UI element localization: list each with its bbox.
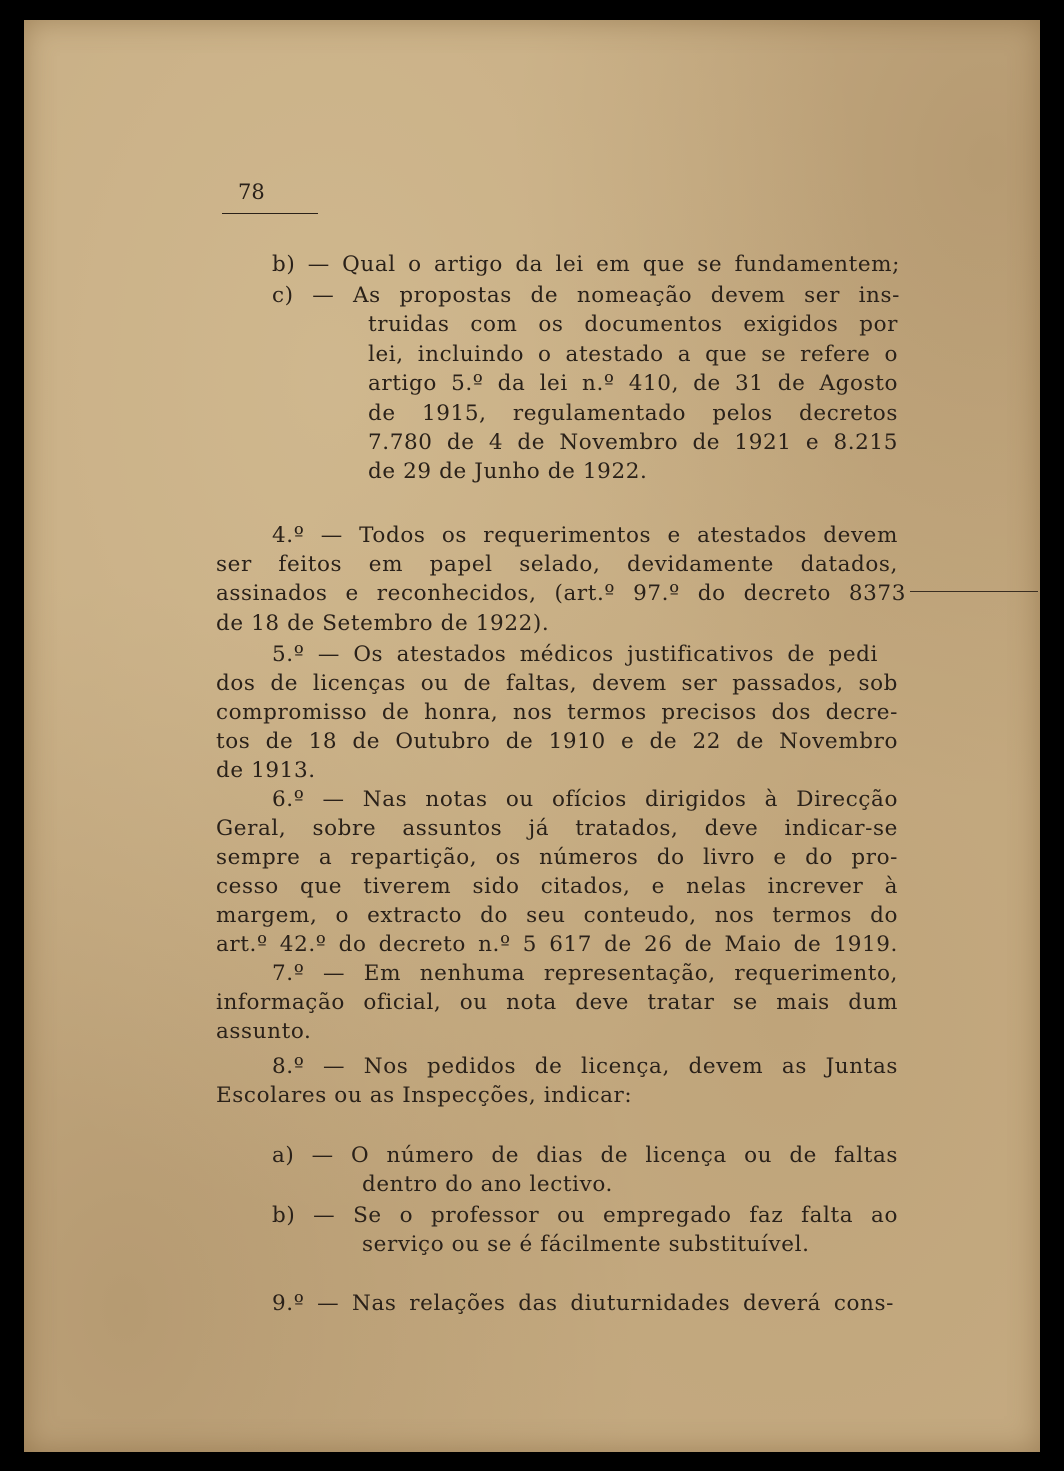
text-line: de 1913. [216,758,316,783]
text-line: serviço ou se é fácilmente substituível. [362,1232,810,1257]
text-line: 8.º — Nos pedidos de licença, devem as Juntas [272,1054,898,1079]
text-line: 6.º — Nas notas ou ofícios dirigidos à Direcção [272,787,898,812]
text-line: b) — Se o professor ou empregado faz falta ao [272,1203,898,1228]
text-line: de 18 de Setembro de 1922). [216,611,550,636]
text-line: 4.º — Todos os requerimentos e atestados devem [272,523,898,548]
text-line: b) — Qual o artigo da lei em que se fundamentem; [272,252,900,277]
text-line: de 1915, regulamentado pelos decretos [368,401,898,426]
text-line: c) — As propostas de nomeação devem ser ins- [272,283,900,308]
text-line: assunto. [216,1019,312,1044]
text-line: assinados e reconhecidos, (art.º 97.º do decreto 8373 [216,581,906,606]
text-line: dentro do ano lectivo. [362,1172,613,1197]
text-line: de 29 de Junho de 1922. [368,459,648,484]
text-line: truidas com os documentos exigidos por [368,312,898,337]
text-line: a) — O número de dias de licença ou de faltas [272,1143,898,1168]
margin-rule [910,591,1038,592]
page-number: 78 [238,180,265,204]
text-line: ser feitos em papel selado, devidamente datados, [216,552,898,577]
text-line: compromisso de honra, nos termos precisos dos decre- [216,700,898,725]
text-line: Escolares ou as Inspecções, indicar: [216,1083,633,1108]
text-line: Geral, sobre assuntos já tratados, deve indicar-se [216,816,898,841]
text-line: 7.º — Em nenhuma representação, requerimento, [272,961,898,986]
text-line: 9.º — Nas relações das diuturnidades deverá cons- [272,1291,894,1316]
text-line: 7.780 de 4 de Novembro de 1921 e 8.215 [368,430,898,455]
text-line: margem, o extracto do seu conteudo, nos termos do [216,903,898,928]
page-number-underline [222,213,318,214]
text-line: dos de licenças ou de faltas, devem ser passados, sob [216,671,898,696]
text-line: cesso que tiverem sido citados, e nelas increver à [216,874,898,899]
text-line: 5.º — Os atestados médicos justificativos de pedi [272,642,878,667]
text-line: lei, incluindo o atestado a que se refere o [368,342,898,367]
text-line: tos de 18 de Outubro de 1910 e de 22 de Novembro [216,729,898,754]
text-line: artigo 5.º da lei n.º 410, de 31 de Agosto [368,371,898,396]
text-line: art.º 42.º do decreto n.º 5 617 de 26 de Maio de 1919. [216,932,898,957]
text-line: sempre a repartição, os números do livro e do pro- [216,845,898,870]
text-line: informação oficial, ou nota deve tratar se mais dum [216,990,898,1015]
